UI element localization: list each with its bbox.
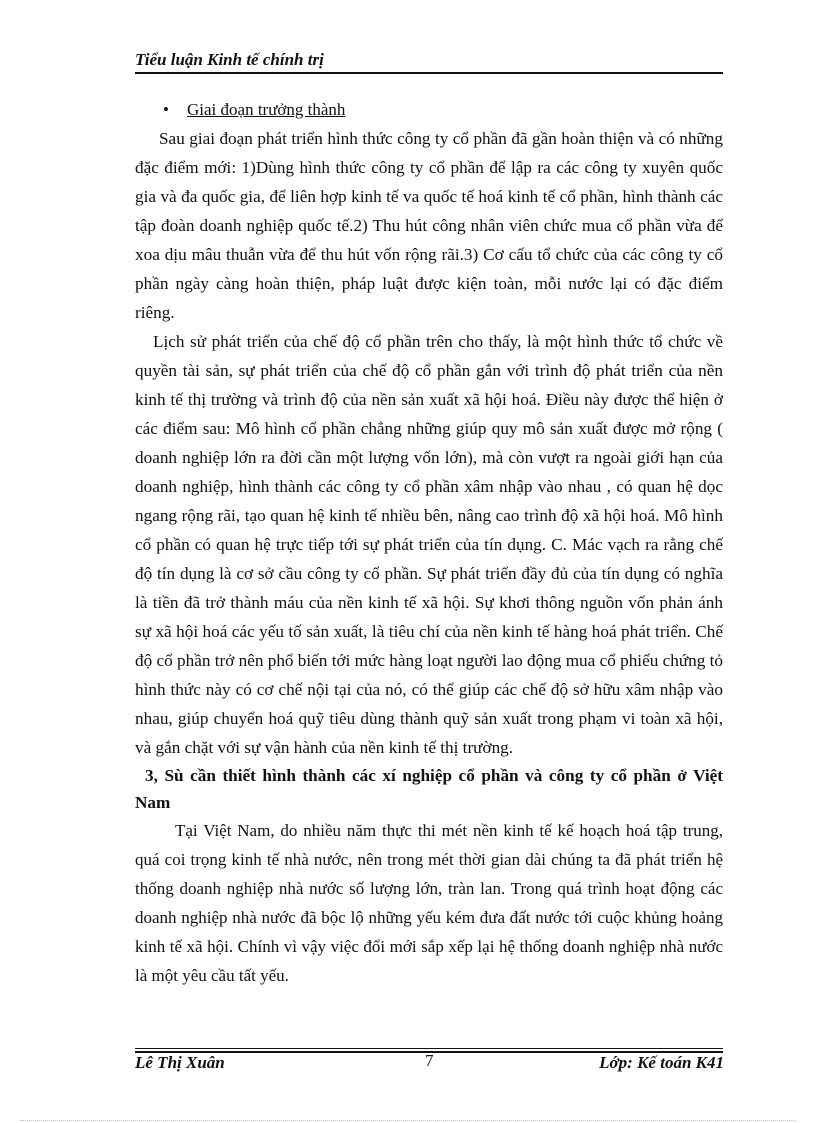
footer-class: Lớp: Kế toán K41 <box>599 1053 724 1072</box>
section-heading: 3, Sù cần thiết hình thành các xí nghiệp cổ phần và công ty cổ phần ở Việt Nam <box>135 766 723 812</box>
paragraph-3: Tại Việt Nam, do nhiều năm thực thi mét nền kinh tế kế hoạch hoá tập trung, quá coi trọng kinh tế nhà nước, nên trong mét thời gian dài chúng ta đã phát triển hệ thống doanh nghiệp nhà nước số lượng lớn, tràn lan. Trong quá trình hoạt động các doanh nghiệp nhà nước đã bộc lộ những yếu kém đưa đất nước tới cuộc khủng hoảng kinh tế xã hội. Chính vì vậy việc đổi mới sắp xếp lại hệ thống doanh nghiệp nhà nước là một yêu cầu tất yếu. <box>135 821 723 985</box>
bullet-text: Giai đoạn trưởng thành <box>187 100 346 119</box>
bullet-item <box>135 95 723 124</box>
paragraph-1: Sau giai đoạn phát triển hình thức công ty cổ phần đã gần hoàn thiện và có những đặc điểm mới: 1)Dùng hình thức công ty cổ phần để lập ra các công ty xuyên quốc gia và đa quốc gia, để liên hợp kinh tế va quốc tế hoá kinh tế cổ phần, hình thành các tập đoàn doanh nghiệp quốc tế.2) Thu hút công nhân viên chức mua cổ phần vừa để xoa dịu mâu thuẫn vừa để thu hút vốn rộng rãi.3) Cơ cấu tổ chức của các công ty cổ phần ngày càng hoàn thiện, pháp luật được kiện toàn, mỗi nước lại có đặc điểm riêng. <box>135 129 723 322</box>
page-bottom-border <box>20 1120 796 1121</box>
document-body <box>135 95 723 990</box>
header-divider <box>135 72 723 74</box>
page-number: 7 <box>425 1051 434 1070</box>
bullet-icon: • <box>163 100 169 119</box>
footer-author: Lê Thị Xuân <box>135 1053 225 1072</box>
page-header-title: Tiểu luận Kinh tế chính trị <box>135 50 324 69</box>
paragraph-2: Lịch sử phát triển của chế độ cổ phần trên cho thấy, là một hình thức tổ chức về quyền tài sản, sự phát triển của chế độ cổ phần gắn với trình độ phát triển của nền kinh tế thị trường và trình độ của nền sản xuất xã hội hoá. Điều này được thể hiện ở các điểm sau: Mô hình cổ phần chẳng những giúp quy mô sản xuất được mở rộng ( doanh nghiệp lớn ra đời cần một lượng vốn lớn), mà còn vượt ra ngoài giới hạn của doanh nghiệp, hình thành các công ty cổ phần xâm nhập vào nhau , có quan hệ dọc ngang rộng rãi, tạo quan hệ kinh tế nhiều bên, nâng cao trình độ xã hội hoá. Mô hình cổ phần có quan hệ trực tiếp tới sự phát triển của tín dụng. C. Mác vạch ra rằng chế độ tín dụng là cơ sở cầu công ty cổ phần. Sự phát triển đầy đủ của tín dụng có nghĩa là tiền đã trở thành máu của nền kinh tế xã hội. Sự khơi thông nguồn vốn phản ánh sự xã hội hoá các yếu tố sản xuất, là tiêu chí của nền kinh tế hàng hoá phát triển. Chế độ cổ phần trở nên phổ biến tới mức hàng loạt người lao động mua cổ phiếu chứng tỏ hình thức này có cơ chế nội tại của nó, có thể giúp các chế độ sở hữu xâm nhập vào nhau, giúp chuyển hoá quỹ tiêu dùng thành quỹ sản xuất trong phạm vi toàn xã hội, và gắn chặt với sự vận hành của nền kinh tế thị trường. <box>135 332 723 757</box>
footer-divider-thin <box>135 1048 723 1049</box>
